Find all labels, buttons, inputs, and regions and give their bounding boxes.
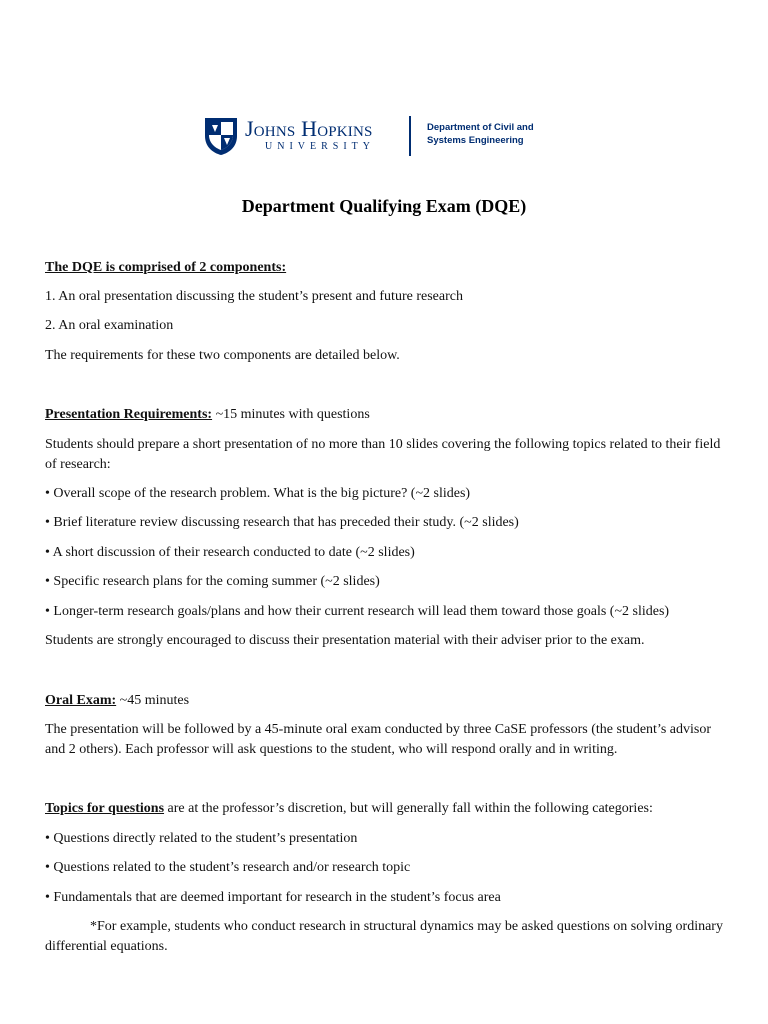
oral-exam-text: The presentation will be followed by a 45-minute oral exam conducted by three CaSE professors (the student’s advisor and 2 others). Each professor will ask questions to the student, who will respond orally and in writing. — [45, 722, 711, 757]
components-heading: The DQE is comprised of 2 components: — [45, 260, 287, 275]
component-item: 2. An oral examination — [45, 318, 174, 333]
presentation-bullet: • Overall scope of the research problem. What is the big picture? (~2 slides) — [45, 486, 471, 501]
presentation-bullet: • Longer-term research goals/plans and how their current research will lead them toward those goals (~2 slides) — [45, 604, 670, 619]
document-title: Department Qualifying Exam (DQE) — [241, 196, 527, 216]
topics-bullet: • Questions related to the student’s research and/or research topic — [45, 860, 411, 875]
university-logo — [203, 114, 563, 158]
topics-bullet: • Questions directly related to the student’s presentation — [45, 831, 358, 846]
oral-exam-heading: Oral Exam: ~45 minutes — [45, 693, 190, 708]
components-note: The requirements for these two components are detailed below. — [45, 348, 400, 363]
topics-intro: Topics for questions are at the professor’s discretion, but will generally fall within the following categories: — [45, 801, 653, 816]
presentation-bullet: • A short discussion of their research conducted to date (~2 slides) — [45, 545, 415, 560]
presentation-note: Students are strongly encouraged to discuss their presentation material with their adviser prior to the exam. — [45, 633, 645, 648]
logo-divider — [409, 116, 411, 156]
presentation-heading: Presentation Requirements: ~15 minutes with questions — [45, 407, 370, 422]
department-name: Department of Civil and Systems Engineering — [427, 122, 534, 146]
component-item: 1. An oral presentation discussing the student’s present and future research — [45, 289, 463, 304]
topics-example: *For example, students who conduct research in structural dynamics may be asked questions on solving ordinary differential equations. — [45, 919, 723, 954]
presentation-bullet: • Brief literature review discussing research that has preceded their study. (~2 slides) — [45, 515, 519, 530]
university-shield-icon — [203, 116, 239, 156]
university-name: Johns Hopkins — [245, 116, 373, 141]
presentation-bullet: • Specific research plans for the coming summer (~2 slides) — [45, 574, 380, 589]
topics-bullet: • Fundamentals that are deemed important for research in the student’s focus area — [45, 890, 501, 905]
presentation-intro: Students should prepare a short presentation of no more than 10 slides covering the following topics related to their field of research: — [45, 437, 721, 472]
university-subtitle: UNIVERSITY — [265, 141, 375, 152]
